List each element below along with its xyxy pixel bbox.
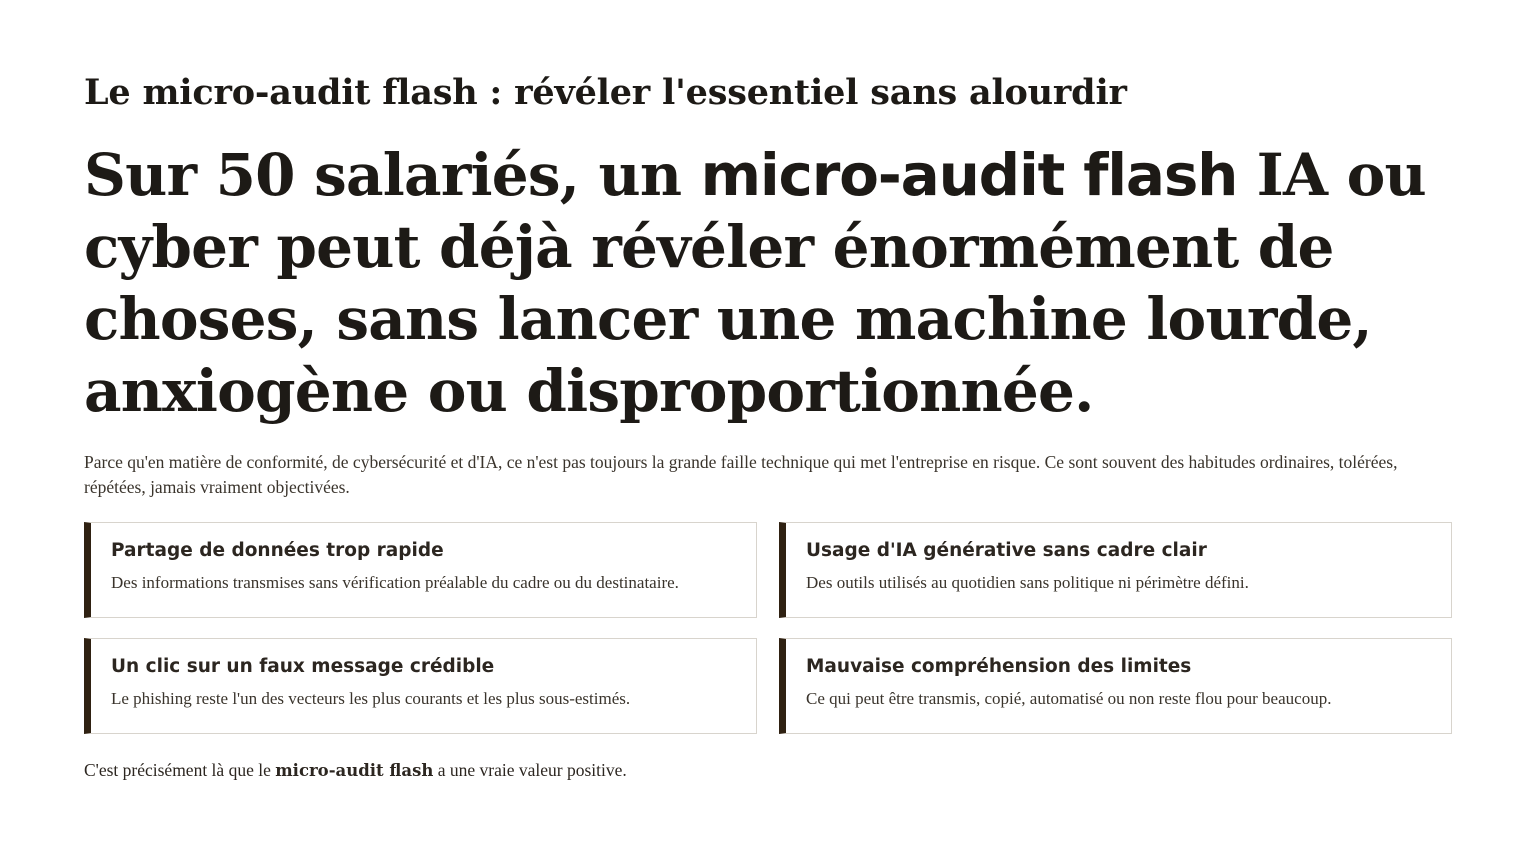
closing-emphasis: micro-audit flash: [275, 761, 434, 781]
risk-card-title: Mauvaise compréhension des limites: [806, 656, 1192, 678]
page-eyebrow-title: Le micro-audit flash : révéler l'essentiel sans alourdir: [84, 72, 1127, 113]
risk-card-title: Usage d'IA générative sans cadre clair: [806, 540, 1207, 562]
risk-card-text: Le phishing reste l'un des vecteurs les plus courants et les plus sous-estimés.: [111, 689, 631, 709]
risk-card: [84, 522, 757, 618]
page-lede-paragraph: Parce qu'en matière de conformité, de cybersécurité et d'IA, ce n'est pas toujours la grande faille technique qui met l'entreprise en risque. Ce sont souvent des habitudes ordinaires, tolérées, répétées, jamais vraiment objectivées.: [84, 451, 1398, 497]
risk-card-text: Ce qui peut être transmis, copié, automatisé ou non reste flou pour beaucoup.: [806, 689, 1332, 709]
risk-card: [84, 638, 757, 734]
risk-card-text: Des informations transmises sans vérification préalable du cadre ou du destinataire.: [111, 573, 679, 593]
headline-part-1: Sur 50 salariés, un: [84, 141, 701, 209]
page-headline: [84, 140, 1444, 428]
risk-card-text: Des outils utilisés au quotidien sans politique ni périmètre défini.: [806, 573, 1249, 593]
closing-part-2: a une vraie valeur positive.: [433, 760, 627, 781]
risk-card: [779, 638, 1452, 734]
headline-part-2: IA ou cyber peut déjà révéler énormément de choses, sans lancer une machine lourde, anxiogène ou disproportionnée.: [84, 141, 1426, 425]
risk-card-title: Un clic sur un faux message crédible: [111, 656, 495, 678]
headline-emphasis: micro-audit flash: [700, 141, 1238, 209]
risk-cards-grid: [84, 522, 1452, 734]
closing-part-1: C'est précisément là que le: [84, 760, 276, 781]
closing-statement: [84, 758, 1452, 783]
risk-card-title: Partage de données trop rapide: [111, 540, 444, 562]
risk-card: [779, 522, 1452, 618]
